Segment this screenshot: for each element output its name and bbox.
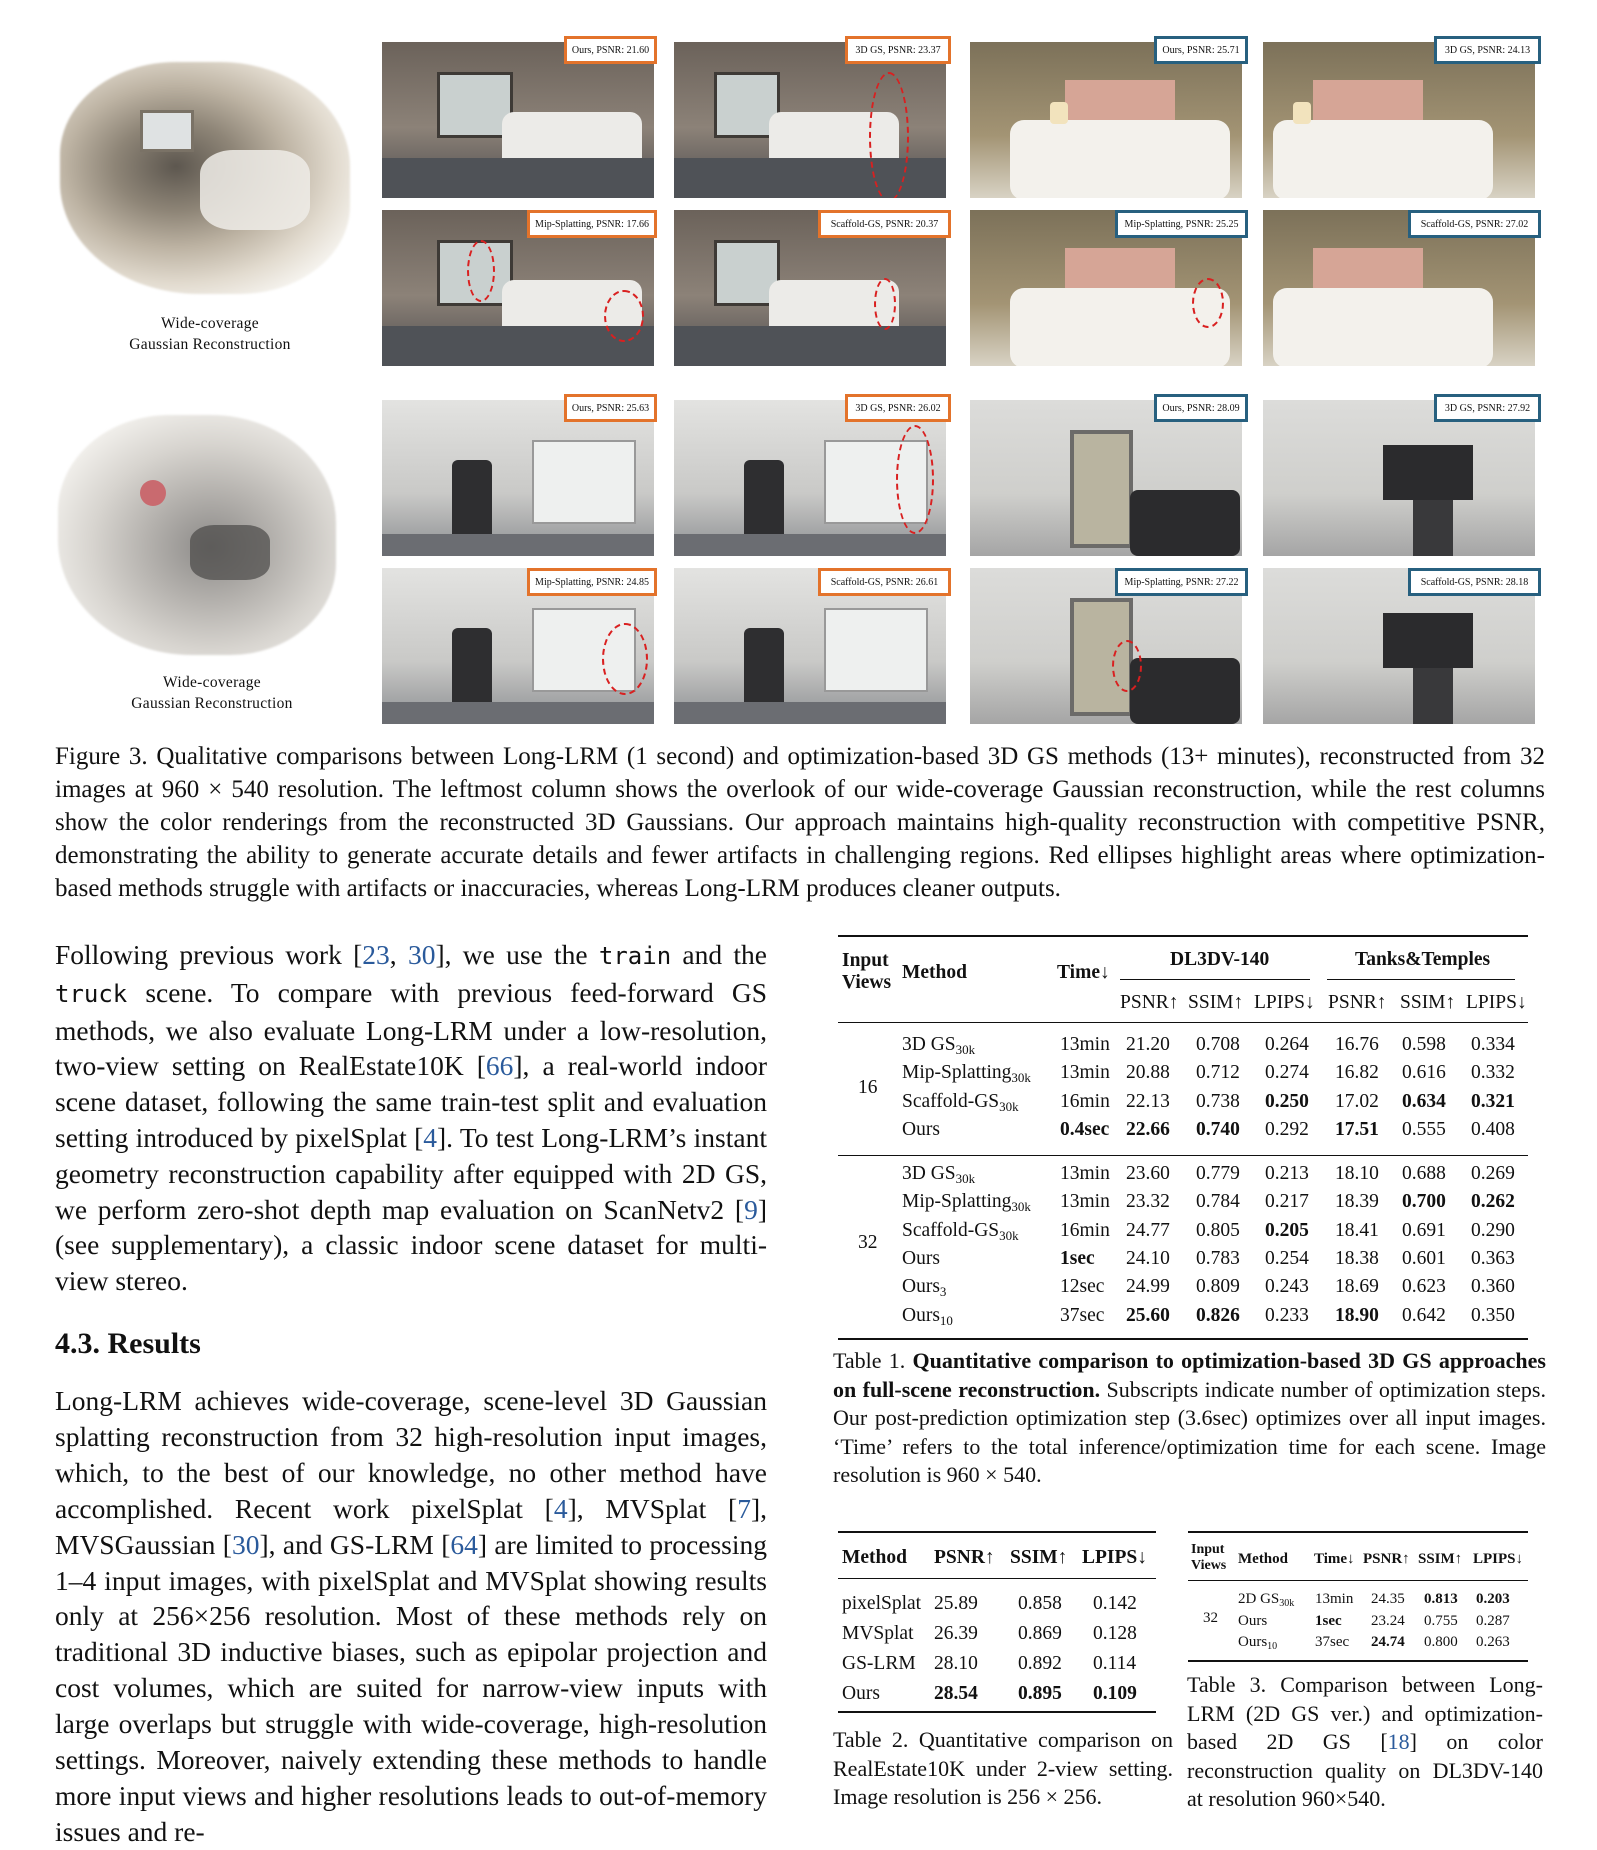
psnr-label: Scaffold-GS, PSNR: 26.61 <box>818 568 951 596</box>
value-cell: 0.892 <box>1018 1653 1062 1674</box>
value-cell: 0.408 <box>1471 1118 1515 1140</box>
metric-header: PSNR↑ <box>1328 992 1387 1013</box>
time-cell: 37sec <box>1060 1304 1105 1326</box>
value-cell: 0.350 <box>1471 1304 1515 1326</box>
metric-header: LPIPS↓ <box>1254 992 1315 1013</box>
time-cell: 13min <box>1315 1591 1354 1607</box>
value-cell: 0.250 <box>1265 1090 1309 1112</box>
table-header: Method <box>1238 1551 1288 1567</box>
value-cell: 18.10 <box>1335 1163 1379 1184</box>
value-cell: 0.740 <box>1196 1118 1240 1140</box>
group-label: 32 <box>858 1232 878 1253</box>
method-cell: pixelSplat <box>842 1593 922 1614</box>
time-cell: 13min <box>1060 1062 1110 1084</box>
psnr-label: 3D GS, PSNR: 24.13 <box>1434 36 1541 64</box>
table-header: PSNR↑ <box>1363 1551 1410 1567</box>
citation-link[interactable]: 4 <box>423 1121 438 1153</box>
psnr-label: Mip-Splatting, PSNR: 17.66 <box>527 210 657 238</box>
value-cell: 0.784 <box>1196 1191 1240 1213</box>
value-cell: 0.601 <box>1402 1247 1446 1269</box>
value-cell: 0.813 <box>1424 1591 1458 1607</box>
psnr-label: Mip-Splatting, PSNR: 24.85 <box>527 568 657 596</box>
metric-header: SSIM↑ <box>1188 992 1244 1013</box>
table-header: Input Views <box>1191 1542 1227 1573</box>
value-cell: 0.332 <box>1471 1062 1515 1084</box>
render-tile <box>674 400 946 556</box>
value-cell: 23.24 <box>1371 1612 1405 1629</box>
value-cell: 0.203 <box>1476 1591 1510 1607</box>
value-cell: 0.263 <box>1476 1634 1510 1650</box>
value-cell: 0.869 <box>1018 1623 1062 1644</box>
method-cell: 2D $GS_{30k}$ <box>1238 1591 1295 1609</box>
method-cell: Ours$_{10}$ <box>1238 1634 1278 1652</box>
value-cell: 0.142 <box>1093 1593 1137 1614</box>
method-cell: Ours <box>902 1118 940 1140</box>
value-cell: 24.77 <box>1126 1219 1170 1241</box>
table-header: PSNR↑ <box>934 1547 995 1568</box>
value-cell: 0.334 <box>1471 1034 1515 1055</box>
value-cell: 28.10 <box>934 1653 978 1674</box>
value-cell: 0.321 <box>1471 1090 1515 1112</box>
psnr-label: Scaffold-GS, PSNR: 20.37 <box>818 210 951 238</box>
value-cell: 22.13 <box>1126 1090 1170 1112</box>
time-cell: 13min <box>1060 1191 1110 1213</box>
citation-link[interactable]: 9 <box>744 1193 758 1225</box>
psnr-label: Ours, PSNR: 21.60 <box>564 36 657 64</box>
group-label: 16 <box>858 1077 878 1098</box>
value-cell: 16.82 <box>1335 1062 1379 1084</box>
value-cell: 0.243 <box>1265 1276 1309 1298</box>
time-cell: 1sec <box>1060 1247 1095 1269</box>
render-tile <box>1263 400 1535 556</box>
value-cell: 0.700 <box>1402 1191 1446 1213</box>
citation-link[interactable]: 30 <box>231 1528 260 1560</box>
value-cell: 0.858 <box>1018 1593 1062 1614</box>
value-cell: 18.90 <box>1335 1304 1379 1326</box>
value-cell: 0.800 <box>1424 1634 1458 1650</box>
time-cell: 16min <box>1060 1219 1110 1241</box>
value-cell: 20.88 <box>1126 1062 1170 1084</box>
value-cell: 17.51 <box>1335 1118 1379 1140</box>
overview-window-shape <box>140 110 194 152</box>
table-header: Method <box>842 1547 907 1568</box>
table-1-caption: Table 1. Quantitative comparison to optimization-based 3D GS approaches on full-scene reconstruction. Subscripts indicate number of optimization steps. Our post-prediction optimization step (3.6sec) optimizes over all input images. ‘Time’ refers to the total inference/optimization time for each scene. Image resolution is 960 × 540. <box>833 1348 1546 1487</box>
value-cell: 0.233 <box>1265 1304 1309 1326</box>
table-header: Input Views <box>842 950 892 993</box>
value-cell: 0.274 <box>1265 1062 1309 1084</box>
table-header: LPIPS↓ <box>1082 1547 1148 1568</box>
value-cell: 0.783 <box>1196 1247 1240 1269</box>
render-tile <box>674 42 946 198</box>
overview-ball-shape <box>140 480 166 506</box>
value-cell: 18.69 <box>1335 1276 1379 1298</box>
render-tile <box>382 400 654 556</box>
table-header: DL3DV-140 <box>1170 949 1270 970</box>
table-header: Method <box>902 962 967 983</box>
value-cell: 22.66 <box>1126 1118 1170 1140</box>
value-cell: 16.76 <box>1335 1034 1379 1055</box>
value-cell: 0.264 <box>1265 1034 1309 1055</box>
overview-caption-2: Wide-coverage Gaussian Reconstruction <box>131 674 293 712</box>
value-cell: 0.360 <box>1471 1276 1515 1298</box>
table-3-caption: Table 3. Comparison between Long-LRM (2D GS ver.) and optimization-based 2D GS [18] on color reconstruction quality on DL3DV-140 at resolution 960×540. <box>1187 1672 1543 1811</box>
value-cell: 0.826 <box>1196 1304 1240 1326</box>
value-cell: 21.20 <box>1126 1034 1170 1055</box>
time-cell: 13min <box>1060 1034 1110 1055</box>
psnr-label: 3D GS, PSNR: 27.92 <box>1434 394 1541 422</box>
method-cell: Ours <box>1238 1612 1268 1629</box>
value-cell: 24.99 <box>1126 1276 1170 1298</box>
time-cell: 0.4sec <box>1060 1118 1110 1140</box>
value-cell: 0.688 <box>1402 1163 1446 1184</box>
overview-caption-1: Wide-coverage Gaussian Reconstruction <box>129 315 291 353</box>
table-header: LPIPS↓ <box>1473 1551 1524 1567</box>
value-cell: 26.39 <box>934 1623 978 1644</box>
section-heading: 4.3. Results <box>55 1327 201 1360</box>
citation-link[interactable]: 7 <box>737 1492 751 1524</box>
render-tile <box>970 42 1242 198</box>
render-tile <box>1263 42 1535 198</box>
citation-link[interactable]: 64 <box>450 1528 478 1560</box>
method-cell: 3D $GS_{30k}$ <box>902 1163 976 1186</box>
value-cell: 0.205 <box>1265 1219 1309 1241</box>
citation-link[interactable]: 66 <box>485 1050 514 1082</box>
value-cell: 0.555 <box>1402 1118 1446 1140</box>
value-cell: 0.109 <box>1093 1683 1137 1704</box>
value-cell: 0.269 <box>1471 1163 1515 1184</box>
value-cell: 0.128 <box>1093 1623 1137 1644</box>
value-cell: 18.41 <box>1335 1219 1379 1241</box>
method-cell: Scaffold-$GS_{30k}$ <box>902 1090 1019 1114</box>
psnr-label: Mip-Splatting, PSNR: 25.25 <box>1115 210 1248 238</box>
method-cell: Mip-Splatting$_{30k}$ <box>902 1062 1031 1086</box>
table-header: Time↓ <box>1314 1551 1355 1567</box>
method-cell: Ours$_3$ <box>902 1276 947 1300</box>
method-cell: Mip-Splatting$_{30k}$ <box>902 1191 1031 1215</box>
table-header: SSIM↑ <box>1010 1547 1068 1568</box>
psnr-label: Ours, PSNR: 25.71 <box>1154 36 1248 64</box>
group-label: 32 <box>1203 1610 1218 1626</box>
value-cell: 0.363 <box>1471 1247 1515 1269</box>
value-cell: 0.805 <box>1196 1219 1240 1241</box>
value-cell: 0.738 <box>1196 1090 1240 1112</box>
method-cell: GS-LRM <box>842 1653 916 1674</box>
value-cell: 25.89 <box>934 1593 978 1614</box>
table-header: SSIM↑ <box>1418 1551 1463 1567</box>
paragraph-datasets: Following previous work [23, 30], we use the train and the truck scene. To compare with previous feed-forward GS methods, we also evaluate Long-LRM under a low-resolution, two-view setting on RealEstate10K [66], a real-world indoor scene dataset, following the same train-test split and evaluation setting introduced by pixelSplat [4]. To test Long-LRM’s instant geometry reconstruction capability after equipped with 2D GS, we perform zero-shot depth map evaluation on ScanNetv2 [9] (see supplementary), a classic indoor scene dataset for multi-view stereo. <box>55 939 768 1297</box>
time-cell: 12sec <box>1060 1276 1105 1298</box>
value-cell: 0.114 <box>1093 1653 1137 1674</box>
psnr-label: Ours, PSNR: 25.63 <box>564 394 657 422</box>
value-cell: 0.755 <box>1424 1612 1458 1629</box>
table-header: Time↓ <box>1057 962 1110 983</box>
metric-header: PSNR↑ <box>1120 992 1179 1013</box>
paragraph-results: Long-LRM achieves wide-coverage, scene-level 3D Gaussian splatting reconstruction from 32 high-resolution input images, which, to the best of our knowledge, no other method have accomplished. Recent work pixelSplat [4], MVSplat [7], MVSGaussian [30], and GS-LRM [64] are limited to processing 1–4 input images, with pixelSplat and MVSplat showing results only at 256×256 resolution. Most of these methods rely on traditional 3D inductive biases, such as epipolar projection and cost volumes, which are suited for narrow-view inputs with large overlaps but struggle with wide-coverage, high-resolution settings. Moreover, naively extending these methods to handle more input views and higher resolutions leads to out-of-memory issues and re- <box>55 1385 767 1847</box>
value-cell: 17.02 <box>1335 1090 1379 1112</box>
citation-link[interactable]: 4 <box>553 1492 568 1524</box>
value-cell: 28.54 <box>934 1683 978 1704</box>
psnr-label: Scaffold-GS, PSNR: 28.18 <box>1408 568 1541 596</box>
metric-header: SSIM↑ <box>1400 992 1456 1013</box>
render-tile <box>970 400 1242 556</box>
value-cell: 0.598 <box>1402 1034 1446 1055</box>
method-cell: Ours <box>842 1683 880 1704</box>
psnr-label: 3D GS, PSNR: 26.02 <box>845 394 951 422</box>
method-cell: Ours <box>902 1247 940 1269</box>
value-cell: 25.60 <box>1126 1304 1170 1326</box>
citation-link[interactable]: 30 <box>407 939 436 970</box>
psnr-label: Scaffold-GS, PSNR: 27.02 <box>1408 210 1541 238</box>
table-2-caption: Table 2. Quantitative comparison on RealEstate10K under 2-view setting. Image resolution is 256 × 256. <box>833 1727 1173 1809</box>
time-cell: 37sec <box>1315 1634 1350 1650</box>
value-cell: 23.60 <box>1126 1163 1170 1184</box>
metric-header: LPIPS↓ <box>1466 992 1527 1013</box>
value-cell: 0.292 <box>1265 1118 1309 1140</box>
value-cell: 23.32 <box>1126 1191 1170 1213</box>
value-cell: 0.217 <box>1265 1191 1309 1213</box>
value-cell: 0.779 <box>1196 1163 1240 1184</box>
method-cell: Scaffold-$GS_{30k}$ <box>902 1219 1019 1243</box>
value-cell: 0.809 <box>1196 1276 1240 1298</box>
method-cell: 3D $GS_{30k}$ <box>902 1034 976 1057</box>
value-cell: 0.712 <box>1196 1062 1240 1084</box>
time-cell: 1sec <box>1315 1612 1342 1629</box>
figure-caption: Figure 3. Qualitative comparisons between Long-LRM (1 second) and optimization-based 3D GS methods (13+ minutes), reconstructed from 32 images at 960 × 540 resolution. The leftmost column shows the overlook of our wide-coverage Gaussian reconstruction, while the rest columns show the color renderings from the reconstructed 3D Gaussians. Our approach maintains high-quality reconstruction with competitive PSNR, demonstrating the ability to generate accurate details and fewer artifacts in challenging regions. Red ellipses highlight areas where optimization-based methods struggle with artifacts or inaccuracies, whereas Long-LRM produces cleaner outputs. <box>55 743 1545 902</box>
value-cell: 18.39 <box>1335 1191 1379 1213</box>
value-cell: 24.10 <box>1126 1247 1170 1269</box>
value-cell: 0.254 <box>1265 1247 1309 1269</box>
render-tile <box>382 42 654 198</box>
citation-link[interactable]: 23 <box>362 939 390 970</box>
citation-link[interactable]: 18 <box>1387 1729 1410 1754</box>
value-cell: 0.642 <box>1402 1304 1446 1326</box>
value-cell: 0.287 <box>1476 1612 1510 1629</box>
value-cell: 24.35 <box>1371 1591 1405 1607</box>
value-cell: 0.708 <box>1196 1034 1240 1055</box>
overview-equipment-shape <box>190 525 270 580</box>
time-cell: 13min <box>1060 1163 1110 1184</box>
method-cell: Ours$_{10}$ <box>902 1304 953 1328</box>
psnr-label: Ours, PSNR: 28.09 <box>1154 394 1248 422</box>
value-cell: 24.74 <box>1371 1634 1405 1650</box>
value-cell: 0.616 <box>1402 1062 1446 1084</box>
table-header: Tanks&Temples <box>1355 949 1491 970</box>
value-cell: 0.290 <box>1471 1219 1515 1241</box>
overview-bed-shape <box>200 150 310 230</box>
value-cell: 0.262 <box>1471 1191 1515 1213</box>
value-cell: 0.895 <box>1018 1683 1062 1704</box>
time-cell: 16min <box>1060 1090 1110 1112</box>
psnr-label: Mip-Splatting, PSNR: 27.22 <box>1115 568 1248 596</box>
value-cell: 0.634 <box>1402 1090 1446 1112</box>
value-cell: 0.691 <box>1402 1219 1446 1241</box>
psnr-label: 3D GS, PSNR: 23.37 <box>845 36 951 64</box>
value-cell: 18.38 <box>1335 1247 1379 1269</box>
value-cell: 0.213 <box>1265 1163 1309 1184</box>
method-cell: MVSplat <box>842 1623 914 1644</box>
value-cell: 0.623 <box>1402 1276 1446 1298</box>
